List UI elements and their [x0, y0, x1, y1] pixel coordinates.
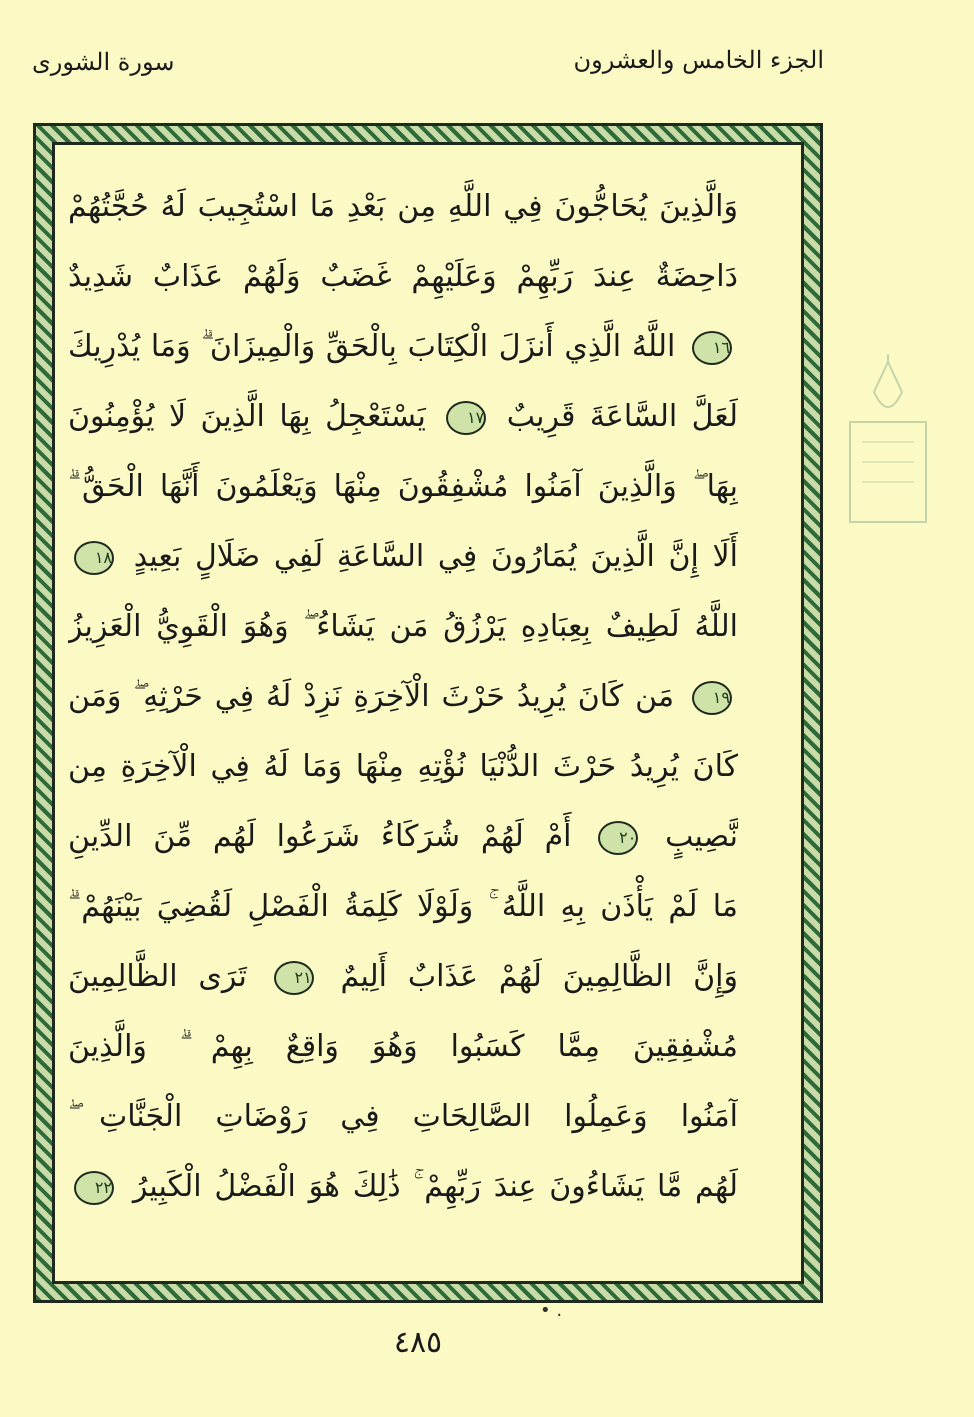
- ayah-marker-22: ٢٢: [74, 1171, 114, 1205]
- text-line: آمَنُوا وَعَمِلُوا الصَّالِحَاتِ فِي رَوْضَاتِ الْجَنَّاتِ ۖ: [68, 1099, 738, 1134]
- ayah-marker-20: ٢٠: [598, 821, 638, 855]
- surah-title: سورة الشورى: [32, 48, 175, 76]
- text-line: وَالَّذِينَ يُحَاجُّونَ فِي اللَّهِ مِن بَعْدِ مَا اسْتُجِيبَ لَهُ حُجَّتُهُمْ: [68, 189, 738, 224]
- text-line: مَا لَمْ يَأْذَن بِهِ اللَّهُ ۚ وَلَوْلَا كَلِمَةُ الْفَصْلِ لَقُضِيَ بَيْنَهُمْ ۗ: [68, 889, 738, 924]
- ayah-marker-21: ٢١: [274, 961, 314, 995]
- text-line: لَعَلَّ السَّاعَةَ قَرِيبٌ ١٧ يَسْتَعْجِلُ بِهَا الَّذِينَ لَا يُؤْمِنُونَ: [68, 399, 738, 434]
- quran-text: [68, 172, 738, 1252]
- ayah-marker-17: ١٧: [446, 401, 486, 435]
- text-line: نَّصِيبٍ ٢٠ أَمْ لَهُمْ شُرَكَاءُ شَرَعُوا لَهُم مِّنَ الدِّينِ: [68, 819, 738, 854]
- text-line: ١٦ اللَّهُ الَّذِي أَنزَلَ الْكِتَابَ بِالْحَقِّ وَالْمِيزَانَ ۗ وَمَا يُدْرِيكَ: [68, 329, 730, 364]
- text-line: اللَّهُ لَطِيفٌ بِعِبَادِهِ يَرْزُقُ مَن يَشَاءُ ۖ وَهُوَ الْقَوِيُّ الْعَزِيزُ: [68, 609, 738, 644]
- text-line: وَإِنَّ الظَّالِمِينَ لَهُمْ عَذَابٌ أَلِيمٌ ٢١ تَرَى الظَّالِمِينَ: [68, 959, 738, 994]
- ayah-marker-18: ١٨: [74, 541, 114, 575]
- ayah-marker-16: ١٦: [692, 331, 732, 365]
- ayah-marker-19: ١٩: [692, 681, 732, 715]
- text-line: لَهُم مَّا يَشَاءُونَ عِندَ رَبِّهِمْ ۚ ذَٰلِكَ هُوَ الْفَضْلُ الْكَبِيرُ ٢٢: [68, 1152, 738, 1222]
- juz-title: الجزء الخامس والعشرون: [573, 46, 824, 74]
- text-line: ١٩ مَن كَانَ يُرِيدُ حَرْثَ الْآخِرَةِ نَزِدْ لَهُ فِي حَرْثِهِ ۖ وَمَن: [68, 679, 730, 714]
- page-dots: • .: [540, 1300, 563, 1321]
- page-number: ٤٨٥: [393, 1325, 443, 1360]
- mosque-ornament-icon: [842, 352, 934, 532]
- page-header: [0, 36, 974, 96]
- text-line: مُشْفِقِينَ مِمَّا كَسَبُوا وَهُوَ وَاقِعٌ بِهِمْ ۗ وَالَّذِينَ: [68, 1029, 738, 1064]
- text-line: دَاحِضَةٌ عِندَ رَبِّهِمْ وَعَلَيْهِمْ غَضَبٌ وَلَهُمْ عَذَابٌ شَدِيدٌ: [68, 259, 738, 294]
- text-line: أَلَا إِنَّ الَّذِينَ يُمَارُونَ فِي السَّاعَةِ لَفِي ضَلَالٍ بَعِيدٍ ١٨: [68, 522, 738, 592]
- text-line: بِهَا ۖ وَالَّذِينَ آمَنُوا مُشْفِقُونَ مِنْهَا وَيَعْلَمُونَ أَنَّهَا الْحَقُّ ۗ: [68, 469, 738, 504]
- text-line: كَانَ يُرِيدُ حَرْثَ الدُّنْيَا نُؤْتِهِ مِنْهَا وَمَا لَهُ فِي الْآخِرَةِ مِن: [68, 749, 738, 784]
